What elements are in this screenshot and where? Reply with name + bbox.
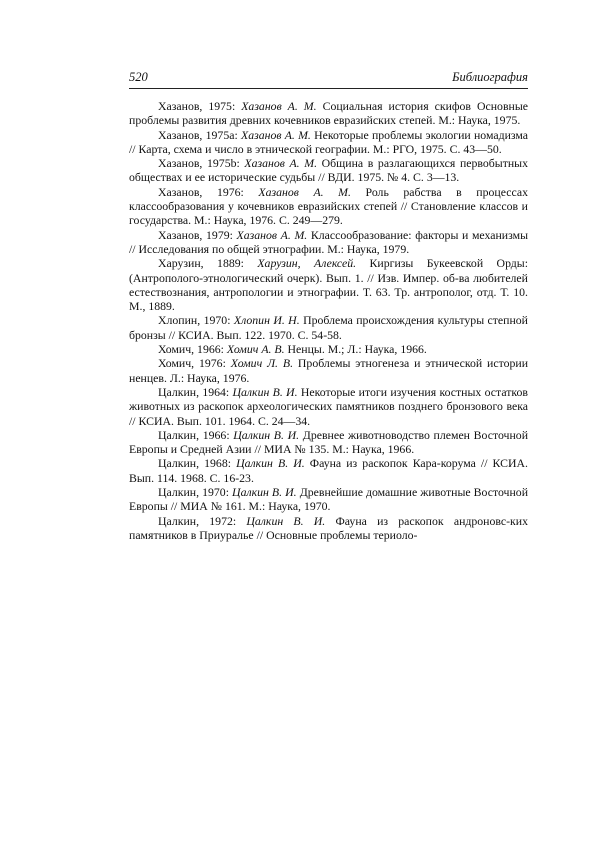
bibliography-entry — [129, 313, 528, 342]
entry-text: Проблемы этногенеза и этнической истории ненцев. Л.: Наука, 1976. — [129, 356, 529, 385]
entry-author: Харузин, Алексей. — [257, 256, 357, 271]
entry-author: Хазанов А. М. — [258, 184, 351, 199]
entry-author: Хазанов А. М. — [241, 99, 317, 113]
entry-author: Хазанов А. М. — [244, 156, 318, 171]
entry-key: Цалкин, 1972: — [158, 513, 237, 528]
entry-key: Харузин, 1889: — [158, 256, 244, 271]
entry-key: Хазанов, 1975b: — [158, 156, 240, 171]
entry-key: Хазанов, 1979: — [158, 227, 233, 242]
entry-key: Хлопин, 1970: — [158, 313, 231, 328]
bibliography-entry — [129, 385, 528, 428]
entry-key: Хазанов, 1975: — [158, 99, 236, 113]
entry-key: Хазанов, 1976: — [158, 184, 244, 199]
bibliography-entry — [129, 156, 528, 185]
bibliography-entry — [129, 456, 528, 485]
bibliography-entry — [129, 514, 528, 543]
entry-key: Хазанов, 1975a: — [158, 127, 238, 142]
bibliography-entry — [129, 185, 528, 228]
entry-author: Хомич Л. В. — [230, 356, 294, 371]
entry-text: Древнее животноводство племен Восточной Европы и Средней Азии // МИА № 135. М.: Наука, 1966. — [129, 427, 529, 457]
entry-text: Проблема происхождения культуры степной бронзы // КСИА. Вып. 122. 1970. С. 54-58. — [129, 313, 528, 342]
entry-author: Цалкин В. И. — [232, 384, 298, 399]
bibliography-list — [129, 99, 528, 542]
entry-text: Община в разлагающихся первобытных обществах и ее исторические судьбы // ВДИ. 1975. № 4. С. 3—13. — [129, 156, 529, 185]
section-title: Библиография — [452, 70, 528, 84]
entry-text: Фауна из раскопок Кара-корума // КСИА. Вып. 114. 1968. С. 16-23. — [129, 456, 528, 485]
bibliography-entry — [129, 128, 528, 157]
bibliography-entry — [129, 256, 528, 313]
bibliography-entry — [129, 228, 528, 257]
entry-author: Хлопин И. Н. — [233, 313, 300, 328]
entry-text: Ненцы. М.; Л.: Наука, 1966. — [287, 342, 427, 357]
entry-text: Классообразование: факторы и механизмы // Исследования по общей этнографии. М.: Наука, 1979. — [129, 227, 528, 256]
entry-author: Хомич А. В. — [226, 342, 285, 357]
running-header — [129, 70, 528, 89]
entry-text: Некоторые проблемы экологии номадизма // Карта, схема и число в этнической географии. М.: РГО, 1975. С. 43—50. — [129, 127, 528, 156]
page-number: 520 — [129, 70, 148, 84]
entry-author: Цалкин В. И. — [232, 485, 297, 500]
entry-text: Фауна из раскопок андроновс-ких памятников в Приуралье // Основные проблемы териоло- — [129, 513, 528, 542]
bibliography-entry — [129, 428, 528, 457]
entry-key: Цалкин, 1964: — [158, 384, 230, 399]
entry-author: Хазанов А. М. — [236, 227, 308, 242]
entry-text: Некоторые итоги изучения костных остатков животных из раскопок археологических памятников позднего бронзового века // КСИА. Вып. 101. 1964. С. 24—34. — [129, 384, 529, 428]
entry-text: Роль рабства в процессах классообразования у кочевников евразийских степей // Становление классов и государства. М.: Наука, 1976. С. 249—279. — [129, 184, 528, 228]
entry-text: Древнейшие домашние животные Восточной Европы // МИА № 161. М.: Наука, 1970. — [129, 485, 529, 514]
entry-key: Цалкин, 1966: — [158, 427, 230, 442]
entry-author: Хазанов А. М. — [240, 127, 311, 142]
bibliography-entry — [129, 99, 528, 128]
entry-key: Цалкин, 1968: — [158, 456, 231, 471]
bibliography-entry — [129, 485, 528, 514]
entry-author: Цалкин В. И. — [233, 427, 300, 442]
entry-author: Цалкин В. И. — [246, 513, 326, 528]
bibliography-entry — [129, 356, 528, 385]
entry-key: Хомич, 1976: — [158, 356, 226, 371]
bibliography-entry — [129, 342, 528, 356]
entry-author: Цалкин В. И. — [236, 456, 305, 471]
entry-text: Киргизы Букеевской Орды: (Антрополого-этнологический очерк). Вып. 1. // Изв. Импер. об-ва любителей естествознания, антропологии и этнографии. Т. 63. Тр. антрополог, отд. Т. 10. М., 1889. — [129, 256, 529, 314]
entry-key: Цалкин, 1970: — [158, 485, 229, 500]
entry-text: Социальная история скифов Основные проблемы развития древних кочевников евразийских степей. М.: Наука, 1975. — [129, 99, 528, 128]
entry-key: Хомич, 1966: — [158, 342, 224, 357]
